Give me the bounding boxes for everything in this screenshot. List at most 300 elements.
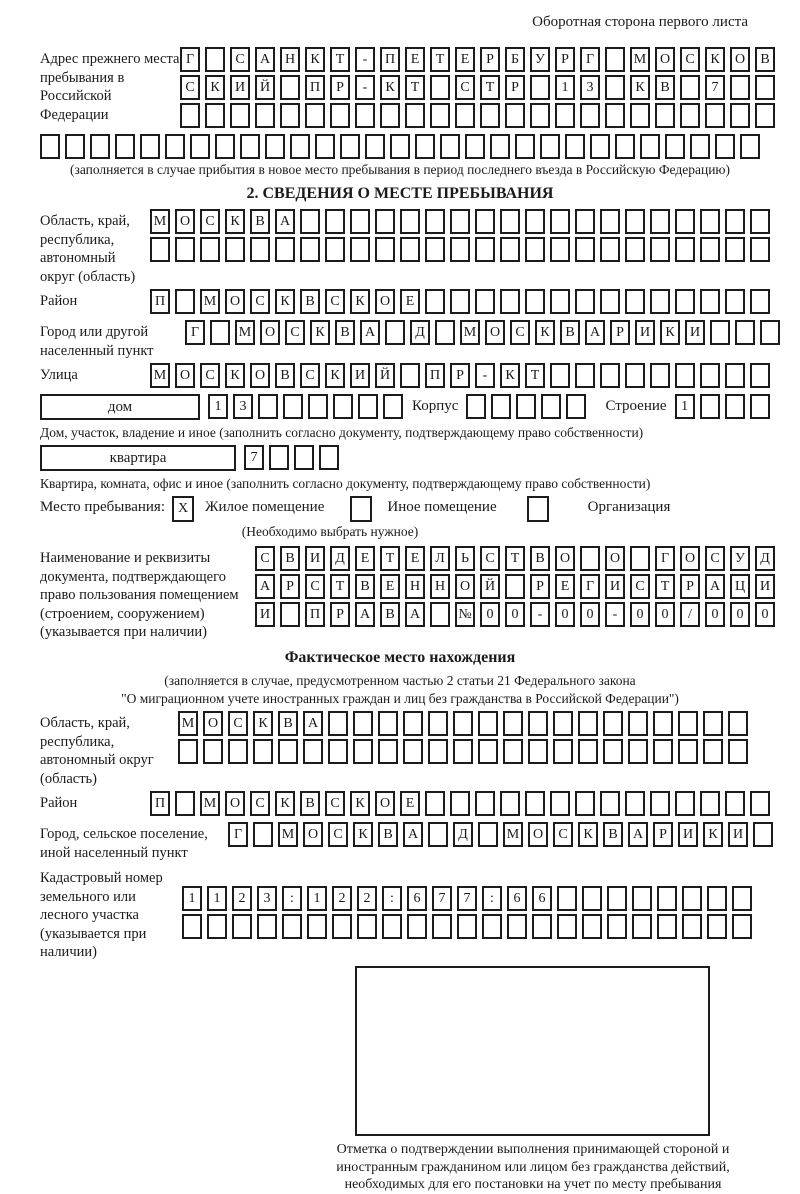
char-cell[interactable]: Т — [330, 574, 350, 599]
char-cell[interactable]: Р — [450, 363, 470, 388]
char-cell[interactable]: С — [680, 47, 700, 72]
char-cell[interactable] — [553, 711, 573, 736]
char-cell[interactable]: В — [378, 822, 398, 847]
char-cell[interactable]: К — [225, 209, 245, 234]
char-cell[interactable]: К — [660, 320, 680, 345]
char-cell[interactable]: К — [225, 363, 245, 388]
char-cell[interactable]: О — [203, 711, 223, 736]
char-cell[interactable]: С — [250, 791, 270, 816]
char-cell[interactable] — [425, 209, 445, 234]
char-cell[interactable] — [700, 237, 720, 262]
char-cell[interactable] — [294, 445, 314, 470]
char-cell[interactable] — [450, 791, 470, 816]
char-cell[interactable]: К — [275, 289, 295, 314]
char-cell[interactable] — [290, 134, 310, 159]
char-cell[interactable] — [750, 289, 770, 314]
char-cell[interactable] — [532, 914, 552, 939]
char-cell[interactable]: Й — [480, 574, 500, 599]
char-cell[interactable]: 7 — [244, 445, 264, 470]
char-cell[interactable] — [710, 320, 730, 345]
char-cell[interactable]: В — [278, 711, 298, 736]
char-cell[interactable] — [253, 739, 273, 764]
char-cell[interactable]: Т — [430, 47, 450, 72]
char-cell[interactable]: 0 — [705, 602, 725, 627]
char-cell[interactable]: О — [680, 546, 700, 571]
char-cell[interactable] — [700, 791, 720, 816]
char-cell[interactable]: С — [250, 289, 270, 314]
char-cell[interactable] — [255, 103, 275, 128]
char-cell[interactable] — [350, 237, 370, 262]
char-cell[interactable] — [205, 47, 225, 72]
char-cell[interactable] — [557, 914, 577, 939]
char-cell[interactable]: К — [253, 711, 273, 736]
char-cell[interactable]: 7 — [457, 886, 477, 911]
char-cell[interactable] — [465, 134, 485, 159]
char-cell[interactable] — [540, 134, 560, 159]
char-cell[interactable]: Р — [610, 320, 630, 345]
char-cell[interactable] — [715, 134, 735, 159]
char-cell[interactable]: 0 — [505, 602, 525, 627]
char-cell[interactable]: Е — [400, 791, 420, 816]
char-cell[interactable] — [490, 134, 510, 159]
char-cell[interactable]: : — [282, 886, 302, 911]
char-cell[interactable] — [400, 363, 420, 388]
char-cell[interactable] — [680, 103, 700, 128]
char-cell[interactable]: А — [255, 47, 275, 72]
char-cell[interactable] — [390, 134, 410, 159]
char-cell[interactable]: С — [480, 546, 500, 571]
char-cell[interactable] — [600, 209, 620, 234]
char-cell[interactable]: Й — [375, 363, 395, 388]
char-cell[interactable] — [650, 209, 670, 234]
char-cell[interactable] — [210, 320, 230, 345]
char-cell[interactable]: И — [230, 75, 250, 100]
char-cell[interactable]: Д — [410, 320, 430, 345]
char-cell[interactable]: С — [180, 75, 200, 100]
char-cell[interactable]: 1 — [555, 75, 575, 100]
char-cell[interactable] — [385, 320, 405, 345]
char-cell[interactable]: В — [300, 289, 320, 314]
char-cell[interactable] — [269, 445, 289, 470]
char-cell[interactable] — [665, 134, 685, 159]
char-cell[interactable] — [725, 237, 745, 262]
char-cell[interactable] — [453, 711, 473, 736]
char-cell[interactable]: Т — [655, 574, 675, 599]
char-cell[interactable]: А — [705, 574, 725, 599]
checkbox-other-premises[interactable] — [350, 496, 372, 522]
char-cell[interactable]: О — [250, 363, 270, 388]
char-cell[interactable] — [178, 739, 198, 764]
char-cell[interactable]: Т — [330, 47, 350, 72]
char-cell[interactable] — [603, 739, 623, 764]
char-cell[interactable]: К — [535, 320, 555, 345]
char-cell[interactable] — [382, 914, 402, 939]
char-cell[interactable] — [428, 822, 448, 847]
char-cell[interactable]: О — [655, 47, 675, 72]
char-cell[interactable]: П — [425, 363, 445, 388]
char-cell[interactable] — [478, 822, 498, 847]
char-cell[interactable] — [607, 886, 627, 911]
char-cell[interactable] — [590, 134, 610, 159]
char-cell[interactable]: К — [350, 791, 370, 816]
char-cell[interactable]: Р — [280, 574, 300, 599]
char-cell[interactable]: 1 — [675, 394, 695, 419]
char-cell[interactable] — [353, 739, 373, 764]
char-cell[interactable]: А — [355, 602, 375, 627]
char-cell[interactable]: И — [605, 574, 625, 599]
char-cell[interactable] — [503, 711, 523, 736]
char-cell[interactable] — [307, 914, 327, 939]
char-cell[interactable] — [750, 209, 770, 234]
char-cell[interactable]: 2 — [332, 886, 352, 911]
char-cell[interactable] — [625, 363, 645, 388]
char-cell[interactable]: С — [200, 363, 220, 388]
char-cell[interactable] — [425, 791, 445, 816]
char-cell[interactable] — [528, 711, 548, 736]
char-cell[interactable]: О — [730, 47, 750, 72]
char-cell[interactable] — [357, 914, 377, 939]
char-cell[interactable] — [700, 363, 720, 388]
char-cell[interactable] — [615, 134, 635, 159]
char-cell[interactable]: 0 — [480, 602, 500, 627]
char-cell[interactable] — [430, 103, 450, 128]
char-cell[interactable]: С — [705, 546, 725, 571]
char-cell[interactable] — [541, 394, 561, 419]
char-cell[interactable] — [350, 209, 370, 234]
char-cell[interactable] — [700, 209, 720, 234]
char-cell[interactable]: 2 — [357, 886, 377, 911]
char-cell[interactable]: О — [225, 289, 245, 314]
char-cell[interactable]: Е — [555, 574, 575, 599]
char-cell[interactable]: Р — [530, 574, 550, 599]
char-cell[interactable]: К — [703, 822, 723, 847]
char-cell[interactable] — [400, 209, 420, 234]
char-cell[interactable]: 3 — [233, 394, 253, 419]
char-cell[interactable] — [175, 237, 195, 262]
char-cell[interactable]: Ц — [730, 574, 750, 599]
char-cell[interactable] — [305, 103, 325, 128]
char-cell[interactable]: П — [380, 47, 400, 72]
char-cell[interactable]: К — [305, 47, 325, 72]
char-cell[interactable]: Г — [185, 320, 205, 345]
char-cell[interactable] — [333, 394, 353, 419]
char-cell[interactable]: У — [730, 546, 750, 571]
char-cell[interactable] — [605, 47, 625, 72]
char-cell[interactable] — [566, 394, 586, 419]
char-cell[interactable] — [175, 791, 195, 816]
char-cell[interactable]: М — [460, 320, 480, 345]
char-cell[interactable] — [280, 75, 300, 100]
char-cell[interactable]: А — [360, 320, 380, 345]
char-cell[interactable]: М — [150, 209, 170, 234]
char-cell[interactable] — [700, 394, 720, 419]
char-cell[interactable]: С — [285, 320, 305, 345]
checkbox-residential[interactable]: X — [172, 496, 194, 522]
char-cell[interactable]: С — [630, 574, 650, 599]
char-cell[interactable] — [325, 209, 345, 234]
char-cell[interactable] — [725, 209, 745, 234]
char-cell[interactable]: 3 — [257, 886, 277, 911]
char-cell[interactable]: И — [350, 363, 370, 388]
char-cell[interactable] — [250, 237, 270, 262]
char-cell[interactable] — [503, 739, 523, 764]
char-cell[interactable]: С — [228, 711, 248, 736]
char-cell[interactable] — [491, 394, 511, 419]
char-cell[interactable]: Н — [280, 47, 300, 72]
char-cell[interactable] — [605, 103, 625, 128]
char-cell[interactable] — [755, 103, 775, 128]
char-cell[interactable]: А — [275, 209, 295, 234]
char-cell[interactable] — [425, 237, 445, 262]
char-cell[interactable]: О — [175, 363, 195, 388]
char-cell[interactable] — [625, 289, 645, 314]
char-cell[interactable] — [207, 914, 227, 939]
char-cell[interactable] — [200, 237, 220, 262]
char-cell[interactable]: Т — [505, 546, 525, 571]
char-cell[interactable] — [730, 103, 750, 128]
char-cell[interactable]: М — [235, 320, 255, 345]
char-cell[interactable] — [732, 886, 752, 911]
char-cell[interactable]: С — [255, 546, 275, 571]
char-cell[interactable] — [550, 289, 570, 314]
char-cell[interactable]: Е — [400, 289, 420, 314]
char-cell[interactable] — [750, 394, 770, 419]
char-cell[interactable] — [283, 394, 303, 419]
char-cell[interactable]: И — [685, 320, 705, 345]
char-cell[interactable] — [730, 75, 750, 100]
char-cell[interactable]: А — [255, 574, 275, 599]
char-cell[interactable] — [625, 237, 645, 262]
char-cell[interactable] — [500, 237, 520, 262]
char-cell[interactable]: Р — [505, 75, 525, 100]
char-cell[interactable] — [355, 103, 375, 128]
char-cell[interactable]: А — [403, 822, 423, 847]
char-cell[interactable] — [190, 134, 210, 159]
char-cell[interactable] — [140, 134, 160, 159]
char-cell[interactable]: К — [205, 75, 225, 100]
char-cell[interactable]: С — [300, 363, 320, 388]
char-cell[interactable] — [480, 103, 500, 128]
char-cell[interactable] — [725, 363, 745, 388]
char-cell[interactable]: Т — [480, 75, 500, 100]
char-cell[interactable] — [450, 209, 470, 234]
char-cell[interactable] — [230, 103, 250, 128]
char-cell[interactable] — [425, 289, 445, 314]
char-cell[interactable]: В — [275, 363, 295, 388]
char-cell[interactable]: О — [455, 574, 475, 599]
char-cell[interactable]: М — [278, 822, 298, 847]
char-cell[interactable] — [750, 363, 770, 388]
char-cell[interactable] — [703, 739, 723, 764]
char-cell[interactable] — [358, 394, 378, 419]
char-cell[interactable] — [675, 289, 695, 314]
char-cell[interactable] — [505, 103, 525, 128]
char-cell[interactable] — [550, 209, 570, 234]
char-cell[interactable]: 1 — [307, 886, 327, 911]
char-cell[interactable]: О — [485, 320, 505, 345]
char-cell[interactable] — [525, 791, 545, 816]
char-cell[interactable] — [580, 546, 600, 571]
char-cell[interactable] — [657, 886, 677, 911]
char-cell[interactable]: Ь — [455, 546, 475, 571]
char-cell[interactable] — [582, 886, 602, 911]
char-cell[interactable] — [653, 739, 673, 764]
char-cell[interactable] — [728, 711, 748, 736]
char-cell[interactable] — [328, 711, 348, 736]
char-cell[interactable]: Л — [430, 546, 450, 571]
char-cell[interactable] — [300, 237, 320, 262]
char-cell[interactable]: Д — [330, 546, 350, 571]
char-cell[interactable] — [732, 914, 752, 939]
char-cell[interactable]: Г — [655, 546, 675, 571]
char-cell[interactable] — [315, 134, 335, 159]
char-cell[interactable]: С — [325, 791, 345, 816]
char-cell[interactable] — [378, 739, 398, 764]
char-cell[interactable] — [528, 739, 548, 764]
char-cell[interactable]: : — [382, 886, 402, 911]
char-cell[interactable] — [640, 134, 660, 159]
char-cell[interactable]: М — [503, 822, 523, 847]
char-cell[interactable] — [707, 886, 727, 911]
char-cell[interactable] — [203, 739, 223, 764]
char-cell[interactable] — [530, 103, 550, 128]
char-cell[interactable] — [303, 739, 323, 764]
char-cell[interactable] — [182, 914, 202, 939]
char-cell[interactable] — [228, 739, 248, 764]
char-cell[interactable] — [675, 363, 695, 388]
char-cell[interactable]: С — [305, 574, 325, 599]
char-cell[interactable]: О — [605, 546, 625, 571]
char-cell[interactable] — [330, 103, 350, 128]
char-cell[interactable] — [440, 134, 460, 159]
char-cell[interactable] — [650, 363, 670, 388]
char-cell[interactable] — [403, 739, 423, 764]
char-cell[interactable] — [475, 209, 495, 234]
char-cell[interactable] — [466, 394, 486, 419]
char-cell[interactable] — [725, 394, 745, 419]
char-cell[interactable] — [655, 103, 675, 128]
char-cell[interactable] — [300, 209, 320, 234]
char-cell[interactable]: Т — [405, 75, 425, 100]
char-cell[interactable] — [375, 237, 395, 262]
char-cell[interactable] — [682, 886, 702, 911]
char-cell[interactable]: С — [455, 75, 475, 100]
char-cell[interactable] — [600, 237, 620, 262]
char-cell[interactable]: В — [300, 791, 320, 816]
char-cell[interactable] — [650, 791, 670, 816]
char-cell[interactable] — [625, 791, 645, 816]
char-cell[interactable]: К — [350, 289, 370, 314]
char-cell[interactable] — [325, 237, 345, 262]
char-cell[interactable] — [478, 711, 498, 736]
char-cell[interactable] — [653, 711, 673, 736]
char-cell[interactable] — [580, 103, 600, 128]
char-cell[interactable] — [725, 289, 745, 314]
char-cell[interactable]: Г — [180, 47, 200, 72]
char-cell[interactable] — [115, 134, 135, 159]
char-cell[interactable] — [516, 394, 536, 419]
char-cell[interactable]: О — [175, 209, 195, 234]
char-cell[interactable]: 3 — [580, 75, 600, 100]
char-cell[interactable] — [550, 791, 570, 816]
char-cell[interactable]: К — [500, 363, 520, 388]
char-cell[interactable]: 6 — [507, 886, 527, 911]
char-cell[interactable]: М — [150, 363, 170, 388]
char-cell[interactable]: 6 — [532, 886, 552, 911]
char-cell[interactable] — [430, 602, 450, 627]
char-cell[interactable]: 2 — [232, 886, 252, 911]
char-cell[interactable]: К — [578, 822, 598, 847]
char-cell[interactable] — [630, 546, 650, 571]
char-cell[interactable] — [650, 289, 670, 314]
char-cell[interactable] — [657, 914, 677, 939]
char-cell[interactable] — [578, 711, 598, 736]
char-cell[interactable]: К — [325, 363, 345, 388]
char-cell[interactable]: Г — [580, 47, 600, 72]
char-cell[interactable] — [400, 237, 420, 262]
char-cell[interactable]: 7 — [432, 886, 452, 911]
char-cell[interactable] — [257, 914, 277, 939]
char-cell[interactable] — [525, 237, 545, 262]
char-cell[interactable]: В — [335, 320, 355, 345]
char-cell[interactable]: 6 — [407, 886, 427, 911]
char-cell[interactable]: Й — [255, 75, 275, 100]
char-cell[interactable]: № — [455, 602, 475, 627]
char-cell[interactable] — [455, 103, 475, 128]
char-cell[interactable]: А — [405, 602, 425, 627]
char-cell[interactable] — [555, 103, 575, 128]
char-cell[interactable]: В — [530, 546, 550, 571]
char-cell[interactable]: О — [528, 822, 548, 847]
char-cell[interactable] — [383, 394, 403, 419]
char-cell[interactable]: И — [678, 822, 698, 847]
char-cell[interactable] — [690, 134, 710, 159]
char-cell[interactable]: В — [355, 574, 375, 599]
char-cell[interactable] — [700, 289, 720, 314]
char-cell[interactable]: П — [305, 75, 325, 100]
char-cell[interactable] — [378, 711, 398, 736]
char-cell[interactable] — [232, 914, 252, 939]
checkbox-organization[interactable] — [527, 496, 549, 522]
char-cell[interactable] — [575, 209, 595, 234]
char-cell[interactable]: М — [630, 47, 650, 72]
char-cell[interactable] — [675, 209, 695, 234]
char-cell[interactable] — [605, 75, 625, 100]
char-cell[interactable] — [308, 394, 328, 419]
char-cell[interactable]: В — [250, 209, 270, 234]
char-cell[interactable]: Д — [755, 546, 775, 571]
char-cell[interactable]: - — [475, 363, 495, 388]
char-cell[interactable]: С — [200, 209, 220, 234]
char-cell[interactable] — [600, 289, 620, 314]
char-cell[interactable] — [728, 739, 748, 764]
char-cell[interactable] — [150, 237, 170, 262]
char-cell[interactable] — [375, 209, 395, 234]
char-cell[interactable]: В — [655, 75, 675, 100]
char-cell[interactable] — [553, 739, 573, 764]
char-cell[interactable]: О — [303, 822, 323, 847]
char-cell[interactable] — [575, 791, 595, 816]
char-cell[interactable] — [707, 914, 727, 939]
char-cell[interactable]: Д — [453, 822, 473, 847]
char-cell[interactable]: 7 — [705, 75, 725, 100]
char-cell[interactable] — [407, 914, 427, 939]
char-cell[interactable]: М — [200, 289, 220, 314]
char-cell[interactable] — [607, 914, 627, 939]
char-cell[interactable] — [319, 445, 339, 470]
char-cell[interactable]: Н — [405, 574, 425, 599]
char-cell[interactable] — [755, 75, 775, 100]
